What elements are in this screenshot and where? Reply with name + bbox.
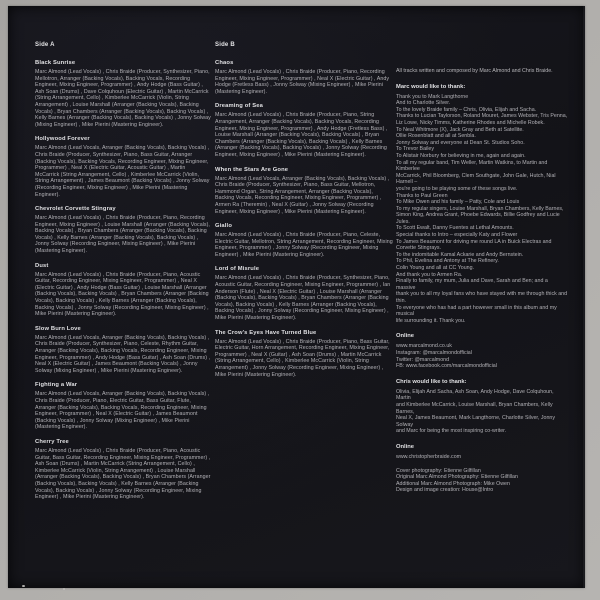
track-when-the-stars-are-gone [215, 167, 393, 216]
inner-sleeve [8, 6, 585, 588]
side-a-column [35, 42, 211, 508]
text-line: Instagram: @marcalmondofficial [396, 349, 472, 356]
online-marc-heading: Online [396, 333, 415, 340]
scan-wear-mark [63, 588, 65, 590]
text-line: Liz Lowe, Nicky Timms, Katherine Rhodes and Michelle Robek. [396, 119, 545, 126]
track-credits: Marc Almond (Lead Vocals, Arranger (Backing Vocals), Backing Vocals) , Chris Braide (Producer, Piano, Electric Guitar, Bass Guitar, Flute, Arranger (Backing Vocals), Backing Vocals, Recording Engineer, Mixing Engineer, Programmer) , Neal X (Electric Guitar) , James Beaumont (Backing Vocals) , Jonny Solway (Mixing Engineer) , Mike Pierini (Mastering Engineer). [35, 391, 210, 431]
online-chris-list [396, 454, 568, 461]
online-chris-heading: Online [396, 443, 415, 450]
track-title: Chevrolet Corvette Stingray [35, 206, 116, 213]
text-line: Additional Marc Almond Photograph: Mike Owen [396, 480, 510, 487]
text-line: www.christopherbraide.com [396, 453, 462, 460]
text-line: Original Marc Almond Photography: Etienne Gilfillan [396, 474, 518, 481]
text-line: And thank you to Armen Ra. [396, 271, 463, 278]
text-line: To Alistair Norbury for believing in me, again and again. [396, 152, 526, 159]
scan-wear-mark [22, 585, 25, 587]
info-column [396, 42, 568, 494]
track-title: Lord of Misrule [215, 266, 260, 273]
text-line: McCarrick, Phil Bloomberg, Clem Southgate, John Gale, Hutch, Nial Harnell – [396, 172, 556, 186]
track-credits: Marc Almond (Lead Vocals, Arranger (Backing Vocals), Backing Vocals) , Chris Braide (Producer, Synthesizer, Piano, Bass Guitar, Arranger (Backing Vocals), Backing Vocals, Recording Engineer, Mixing Engineer, Programmer) , Neal X (Electric Guitar, Acoustic Guitar) , Martin McCarrick (String Arrangement, Cello) , Kimberlee McCarrick (Violin, String Arrangement) , James Beaumont (Backing Vocals) , Jonny Solway (Recording Engineer, Mixing Engineer) , Mike Pierini (Mastering Engineer). [35, 145, 210, 198]
text-line: To the indomitable Kamal Ackarie and Andy Bernstein. [396, 251, 524, 258]
track-credits: Marc Almond (Lead Vocals, Arranger (Backing Vocals), Backing Vocals) , Chris Braide (Producer, Synthesizer, Piano, Celeste, Rhythm Guitar, Arranger (Backing Vocals), Backing Vocals, Recording Engineer, Mixing Engineer, Programmer) , Andy Hodge (Bass Guitar) , Ash Soan (Drums) , Neal X (Electric Guitar) , James Beaumont (Backing Vocals) , Jonny Solway (Mixing Engineer) , Mike Pierini (Mastering Engineer). [35, 334, 211, 374]
side-b-label: Side B [215, 42, 235, 48]
text-line: To my regular singers, Louise Marshall, Bryan Chambers, Kelly Barnes, [396, 205, 564, 212]
text-line: To Neal Whitmore (X), Jack Gray and Beth at Satellite. [396, 126, 524, 133]
track-slow-burn-love [35, 326, 211, 375]
track-title: Dreaming of Sea [215, 103, 263, 110]
text-line: Cover photography: Etienne Gilfillan [396, 467, 481, 474]
side-b-column [215, 42, 393, 385]
track-credits: Marc Almond (Lead Vocals) , Chris Braide (Producer, Piano, Celeste, Electric Guitar, Mellotron, String Arrangement, Recording Engineer, Mixing Engineer, Programmer) , Jonny Solway (Recording Engineer, Mixing Engineer) , Mike Pierini (Mastering Engineer). [215, 232, 393, 258]
production-credits-list [396, 468, 568, 494]
text-line: Colin Young and all at CC Young. [396, 265, 475, 272]
text-line: you're going to be playing some of these songs live. [396, 185, 518, 192]
text-line: Thank you to Mark Langthorne [396, 93, 469, 100]
track-dreaming-of-sea [215, 103, 393, 158]
text-line: Thanks to Lucian Taylorson, Roland Mouret, James Webster, Tris Penna, [396, 113, 568, 120]
text-line: Special thanks to Intro – especially Katy and Flower [396, 232, 518, 239]
text-line: To all my regular band, Tim Weller, Martin Watkins, to Martin and Kimberlee [396, 159, 548, 173]
text-line: www.marcalmond.co.uk [396, 343, 452, 350]
track-credits: Marc Almond (Lead Vocals) , Chris Braide (Producer, Piano, Recording Engineer, Mixing Engineer, Programmer) , Neal X (Electric Guitar) , Andy Hodge (Fretless Bass) , Jonny Solway (Mixing Engineer) , Mike Pierini (Mastering Engineer). [215, 69, 390, 95]
track-title: When the Stars Are Gone [215, 166, 289, 173]
text-line: thank you to all my loyal fans who have stayed with me through thick and thin. [396, 291, 568, 304]
text-line: Design and image creation: House@Intro [396, 487, 494, 494]
text-line: Twitter: @marcalmond [396, 356, 450, 363]
track-credits: Marc Almond (Lead Vocals) , Chris Braide (Producer, Piano, Acoustic Guitar, Bass Guitar, Recording Engineer, Mixing Engineer, Programmer) , Ash Soan (Drums) , Martin McCarrick (String Arrangement, Cello) , Kimberlee McCarrick (Violin, String Arrangement) , Louise Marshall (Arranger (Backing Vocals), Backing Vocals) , Bryan Chambers (Arranger (Backing Vocals), Backing Vocals) , Kelly Barnes (Arranger (Backing Vocals), Backing Vocals) , Jonny Solway (Recording Engineer, Mixing Engineer) , Mike Pierini (Mastering Engineer). [35, 447, 211, 501]
marc-thanks-heading: Marc would like to thank: [396, 83, 466, 90]
spacer [396, 461, 568, 468]
track-title: Giallo [215, 223, 233, 230]
text-line: And to Charlotte Silver. [396, 100, 451, 107]
track-cherry-tree [35, 439, 211, 501]
text-line: Thanks to Paul Green [396, 192, 448, 199]
text-line: To Phil, Evelina and Antony at The Refinery. [396, 258, 499, 265]
text-line: Olivia, Elijah And Sacha, Ash Soan, Andy Hodge, Dave Colquhoun, Martin [396, 388, 554, 402]
track-title: Cherry Tree [35, 438, 69, 445]
track-giallo [215, 223, 393, 258]
chris-thanks-heading: Chris would like to thank: [396, 378, 467, 385]
track-title: Fighting a War [35, 382, 78, 389]
track-credits: Marc Almond (Lead Vocals) , Chris Braide (Producer, Piano, Recording Engineer, Mixing Engineer) , Louise Marshall (Arranger (Backing Vocals), Backing Vocals) , Bryan Chambers (Arranger (Backing Vocals), Backing Vocals) , Kelly Barnes (Arranger (Backing Vocals), Backing Vocals) , Jonny Solway (Recording Engineer, Mixing Engineer) , Mike Pierini (Mastering Engineer). [35, 215, 210, 255]
track-credits: Marc Almond (Lead Vocals) , Chris Braide (Producer, Synthesizer, Piano, Mellotron, Arranger (Backing Vocals), Backing Vocals, Recording Engineer, Mixing Engineer, Programmer) , Andy Hodge (Bass Guitar) , Ash Soan (Drums) , Dave Colquhoun (Electric Guitar) , Martin McCarrick (String Arrangement, Cello) , Kimberlee McCarrick (Violin, String Arrangement) , Louise Marshall (Arranger (Backing Vocals), Backing Vocals) , Bryan Chambers (Arranger (Backing Vocals), Backing Vocals) , Kelly Barnes (Arranger (Backing Vocals), Backing Vocals) , Jonny Solway (Mixing Engineer) , Mike Pierini (Mastering Engineer). [35, 69, 211, 128]
text-line: To James Beaumont for driving me round LA in Buick Electras and Corvette Stingrays. [396, 238, 552, 252]
text-line: Jonny Solway and everyone at Dean St. Studios Soho. [396, 139, 525, 146]
text-line: To Trevor Bailey [396, 146, 434, 153]
track-credits: Marc Almond (Lead Vocals) , Chris Braide (Producer, Synthesizer, Piano, Acoustic Guitar, Recording Engineer, Mixing Engineer, Programmer) , Ian Anderson (Flute) , Neal X (Electric Guitar) , Louise Marshall (Arranger (Backing Vocals), Backing Vocals) , Bryan Chambers (Arranger (Backing Vocals), Backing Vocals) , Kelly Barnes (Arranger (Backing Vocals), Backing Vocals) , Jonny Solway (Recording Engineer, Mixing Engineer) , Mike Pierini (Mastering Engineer). [215, 275, 391, 322]
track-title: Dust [35, 262, 49, 269]
online-marc-list [396, 343, 568, 369]
text-line: life surrounding it. Thank you. [396, 317, 466, 324]
text-line: To Mike Owen and his family – Patty, Cole and Louis [396, 199, 520, 206]
text-line: To the lovely Braide family – Chris, Olivia, Elijah and Sacha. [396, 106, 537, 113]
track-title: Hollywood Forever [35, 136, 90, 143]
track-chaos [215, 60, 393, 95]
text-line: Neal X, James Beaumont, Mark Langthorne, Charlotte Silver, Jonny Solway [396, 415, 555, 428]
marc-thanks-list [396, 94, 568, 325]
text-line: Finally to family, my mum, Julia and Dave, Sarah and Ben; and a massive [396, 278, 548, 291]
track-credits: Marc Almond (Lead Vocals) , Chris Braide (Producer, Piano, Bass Guitar, Electric Guitar, Horn Arrangement, Recording Engineer, Mixing Engineer, Programmer) , Neal X (Guitar) , Ash Soan (Drums) , Martin McCarrick (String Arrangement, Cello) , Kimberlee McCarrick (Violin, String Arrangement) , Jonny Solway (Recording Engineer, Mixing Engineer) , Mike Pierini (Mastering Engineer). [215, 338, 390, 378]
text-line: To Scott Ewalt, Danny Fuentes at Lethal Amounts. [396, 225, 514, 232]
track-title: Black Sunrise [35, 60, 76, 66]
track-hollywood-forever [35, 136, 211, 198]
track-title: Slow Burn Love [35, 325, 81, 332]
track-title: The Crow's Eyes Have Turned Blue [215, 329, 317, 336]
track-credits: Marc Almond (Lead Vocals) , Chris Braide (Producer, Piano, Acoustic Guitar, Recording Engineer, Mixing Engineer, Programmer) , Neal X (Electric Guitar) , Andy Hodge (Bass Guitar) , Louise Marshall (Arranger (Backing Vocals), Backing Vocals) , Bryan Chambers (Arranger (Backing Vocals), Backing Vocals) , Kelly Barnes (Arranger (Backing Vocals), Backing Vocals) , Jonny Solway (Recording Engineer, Mixing Engineer) , Mike Pierini (Mastering Engineer). [35, 271, 209, 318]
track-chevrolet-corvette-stingray [35, 206, 211, 255]
track-dust [35, 263, 211, 318]
written-by-note: All tracks written and composed by Marc Almond and Chris Braide. [396, 68, 553, 74]
sleeve-edge-seam [583, 6, 585, 588]
text-line: Simon King, Andrea Grant, Phoebe Edwards, Billie Godfrey and Lucie Jules. [396, 212, 560, 225]
text-line: and Kimberlee McCarrick, Louise Marshall, Bryan Chambers, Kelly Barnes, [396, 401, 553, 415]
track-lord-of-misrule [215, 266, 393, 321]
track-black-sunrise [35, 60, 211, 128]
track-credits: Marc Almond (Lead Vocals) , Chris Braide (Producer, Piano, String Arrangement, Arranger (Backing Vocals), Backing Vocals, Recording Engineer, Mixing Engineer, Programmer) , Andy Hodge (Fretless Bass) , Louise Marshall (Arranger (Backing Vocals), Backing Vocals) , Bryan Chambers (Arranger (Backing Vocals), Backing Vocals) , Kelly Barnes (Arranger (Backing Vocals), Backing Vocals) , Jonny Solway (Recording Engineer, Mixing Engineer) , Mike Pierini (Mastering Engineer). [215, 112, 388, 158]
track-the-crows-eyes-have-turned-blue [215, 330, 393, 379]
track-credits: Marc Almond (Lead Vocals, Arranger (Backing Vocals), Backing Vocals) , Chris Braide (Producer, Synthesizer, Piano, Bass Guitar, Mellotron, Hammond Organ, String Arrangement, Arranger (Backing Vocals), Backing Vocals, Recording Engineer, Mixing Engineer, Programmer) , Armen Ra (Theremin) , Neal X (Guitar) , Jonny Solway (Recording Engineer, Mixing Engineer) , Mike Pierini (Mastering Engineer). [215, 175, 390, 215]
side-a-label: Side A [35, 42, 55, 48]
text-line: To everyone who has had a part however small in this album and my musical [396, 304, 557, 318]
text-line: FB: www.facebook.com/marcalmondofficial [396, 363, 497, 370]
text-line: and Marc for being the most inspiring co-writer. [396, 428, 507, 435]
text-line: Ollie Rosenblatt and all at Senbla. [396, 133, 476, 140]
chris-thanks-list [396, 389, 568, 435]
track-title: Chaos [215, 60, 234, 66]
track-fighting-a-war [35, 382, 211, 431]
